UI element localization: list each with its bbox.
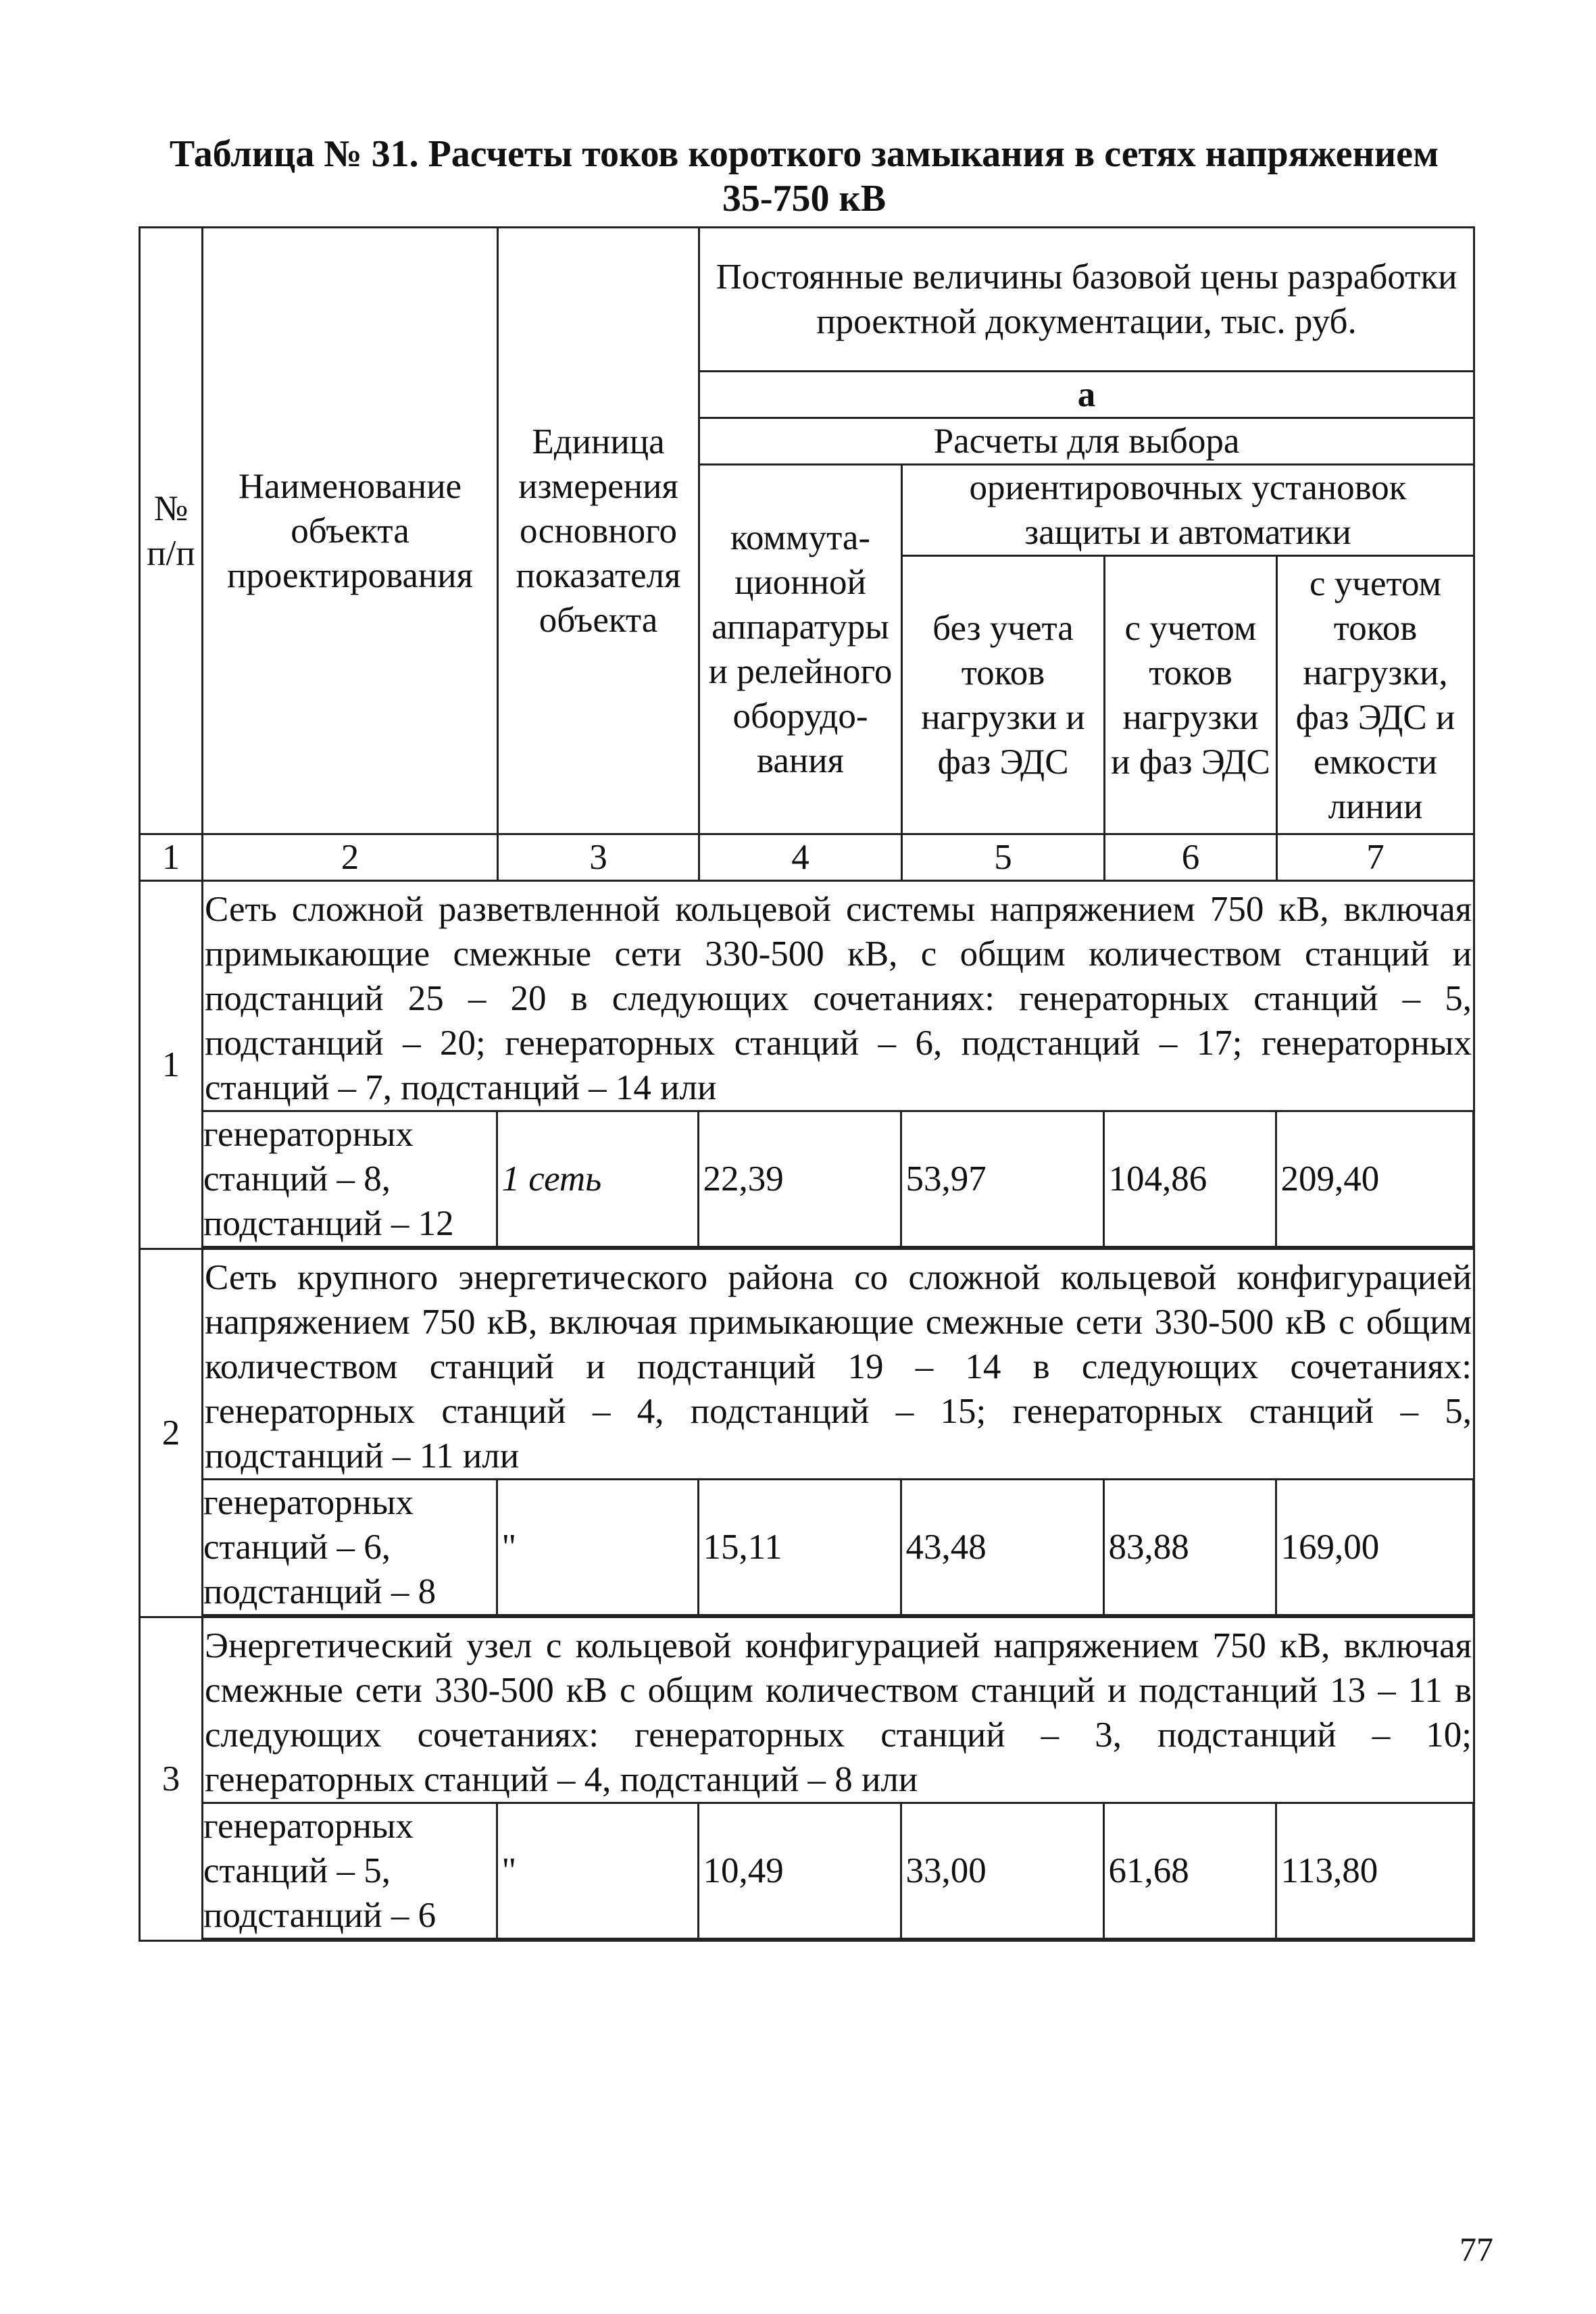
table-row bbox=[140, 1617, 1474, 1941]
row-number: 2 bbox=[140, 1249, 203, 1617]
row-value-col7: 169,00 bbox=[1276, 1480, 1473, 1615]
row-value-col6: 104,86 bbox=[1103, 1111, 1276, 1247]
row-number: 1 bbox=[140, 881, 203, 1249]
row-unit: " bbox=[497, 1803, 698, 1939]
column-number: 3 bbox=[498, 834, 699, 881]
row-description: Энергетический узел с кольцевой конфигурацией напряжением 750 кВ, включая смежные сети 330-500 кВ с общим количеством станций и подстанций 13 – 11 в следующих сочетаниях: генераторных станций – 3, подстанций – 10; генераторных станций – 4, подстанций – 8 или bbox=[205, 1626, 1472, 1799]
row-object: генераторных станций – 8, подстанций – 12 bbox=[203, 1111, 497, 1247]
table-title bbox=[101, 132, 1507, 221]
row-values bbox=[203, 1802, 1474, 1940]
row-description: Сеть сложной разветвленной кольцевой системы напряжением 750 кВ, включая примыкающие смежные сети 330-500 кВ, с общим количеством станций и подстанций 25 – 20 в следующих сочетаниях: генераторных станций – 5, подстанций – 20; генераторных станций – 6, подстанций – 17; генераторных станций – 7, подстанций – 14 или bbox=[205, 890, 1472, 1107]
column-number: 5 bbox=[902, 834, 1105, 881]
header-col6: с учетом токов нагрузки и фаз ЭДС bbox=[1105, 556, 1277, 834]
header-constants: Постоянные величины базовой цены разработки проектной документации, тыс. руб. bbox=[699, 228, 1474, 372]
header-switching: коммута-ционной аппаратуры и релейного оборудо-вания bbox=[699, 465, 902, 834]
header-unit: Единица измерения основного показателя объекта bbox=[498, 228, 699, 834]
table-row bbox=[140, 1249, 1474, 1617]
header-calc: Расчеты для выбора bbox=[699, 418, 1474, 465]
header-object-name: Наименование объекта проектирования bbox=[203, 228, 498, 834]
table-title-line1: Таблица № 31. Расчеты токов короткого замыкания в сетях напряжением bbox=[169, 133, 1439, 175]
column-numbers-row bbox=[140, 834, 1474, 881]
row-value-col5: 53,97 bbox=[901, 1111, 1103, 1247]
header-col5: без учета токов нагрузки и фаз ЭДС bbox=[902, 556, 1105, 834]
row-value-col4: 10,49 bbox=[698, 1803, 901, 1939]
row-number: 3 bbox=[140, 1617, 203, 1941]
row-values bbox=[203, 1110, 1474, 1248]
row-unit: " bbox=[497, 1480, 698, 1615]
header-a: а bbox=[699, 372, 1474, 418]
row-object: генераторных станций – 6, подстанций – 8 bbox=[203, 1480, 497, 1615]
table-title-line2: 35-750 кВ bbox=[722, 178, 887, 220]
calculation-table bbox=[139, 226, 1475, 1942]
column-number: 7 bbox=[1277, 834, 1474, 881]
row-value-col5: 33,00 bbox=[901, 1803, 1103, 1939]
column-number: 2 bbox=[203, 834, 498, 881]
row-value-col5: 43,48 bbox=[901, 1480, 1103, 1615]
row-object: генераторных станций – 5, подстанций – 6 bbox=[203, 1803, 497, 1939]
row-values bbox=[203, 1478, 1474, 1616]
row-value-col4: 15,11 bbox=[698, 1480, 901, 1615]
row-value-col4: 22,39 bbox=[698, 1111, 901, 1247]
page-number: 77 bbox=[1460, 2230, 1493, 2268]
row-value-col7: 113,80 bbox=[1276, 1803, 1473, 1939]
column-number: 6 bbox=[1105, 834, 1277, 881]
header-col7: с учетом токов нагрузки, фаз ЭДС и емкости линии bbox=[1277, 556, 1474, 834]
header-num: № п/п bbox=[140, 228, 203, 834]
header-protection: ориентировочных установок защиты и автоматики bbox=[902, 465, 1474, 556]
table-row bbox=[140, 881, 1474, 1249]
row-value-col6: 83,88 bbox=[1103, 1480, 1276, 1615]
column-number: 1 bbox=[140, 834, 203, 881]
row-value-col6: 61,68 bbox=[1103, 1803, 1276, 1939]
row-value-col7: 209,40 bbox=[1276, 1111, 1473, 1247]
column-number: 4 bbox=[699, 834, 902, 881]
row-unit: 1 сеть bbox=[497, 1111, 698, 1247]
row-description: Сеть крупного энергетического района со сложной кольцевой конфигурацией напряжением 750 кВ, включая примыкающие смежные сети 330-500 кВ с общим количеством станций и подстанций 19 – 14 в следующих сочетаниях: генераторных станций – 4, подстанций – 15; генераторных станций – 5, подстанций – 11 или bbox=[205, 1258, 1472, 1476]
